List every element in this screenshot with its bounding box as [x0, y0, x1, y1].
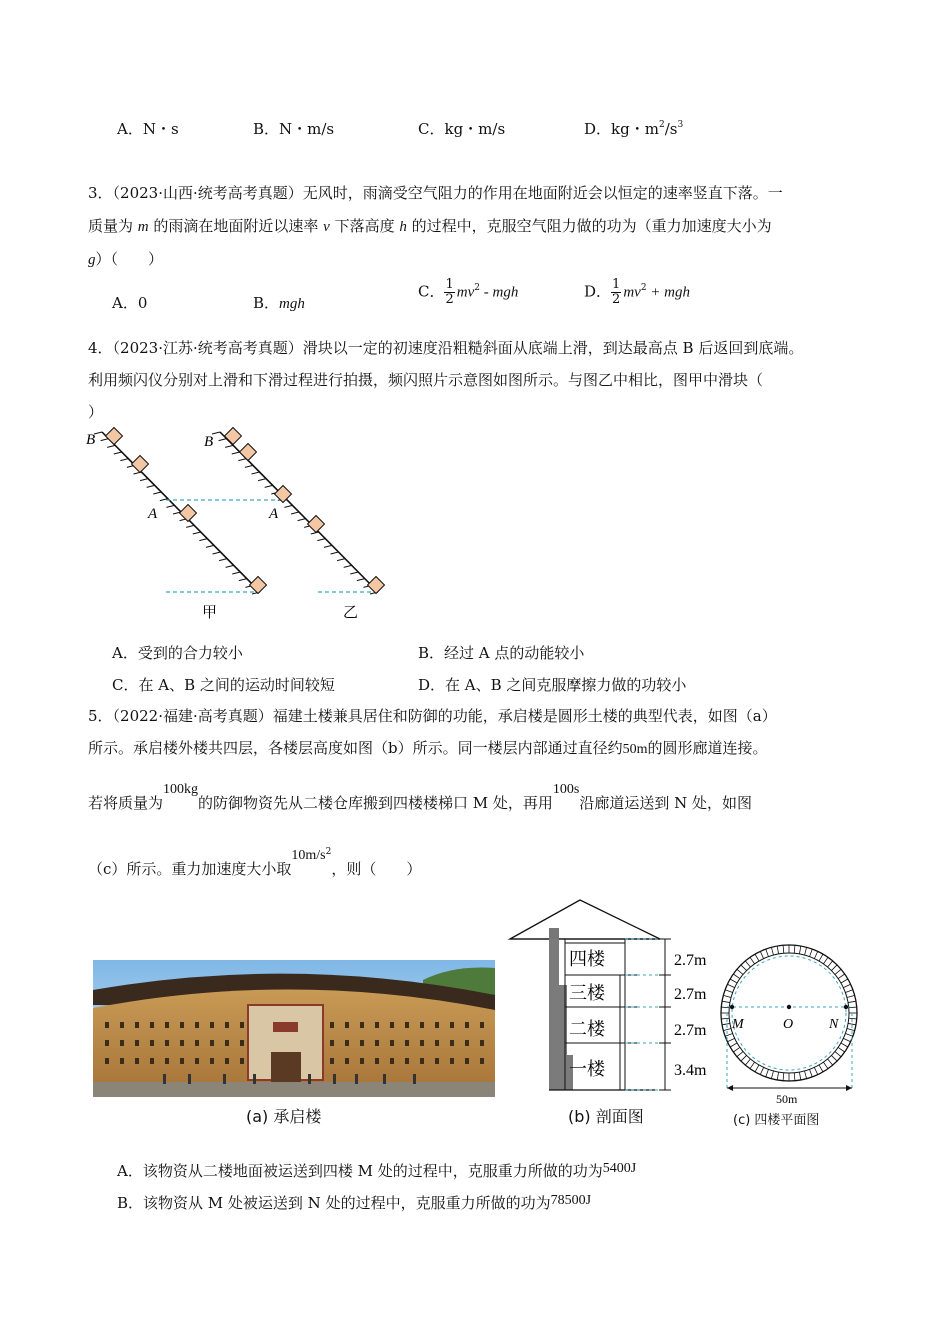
q4-label-b-left: B	[86, 432, 96, 448]
q5-tulou-photo	[93, 960, 495, 1097]
plan-label-n: N	[829, 1017, 839, 1032]
section-floor-4: 四楼	[569, 949, 605, 969]
q3-stem-line2: 质量为 m 的雨滴在地面附近以速率 v 下落高度 h 的过程中，克服空气阻力做的功为（重力加速度大小为	[88, 217, 772, 235]
q3-option-a: A．0	[112, 294, 148, 312]
section-floor-2: 二楼	[569, 1019, 605, 1039]
section-height-4: 2.7m	[674, 952, 707, 969]
q5-caption-a: (a) 承启楼	[246, 1107, 322, 1126]
section-height-1: 3.4m	[674, 1062, 707, 1079]
q5-section-diagram	[505, 895, 720, 1095]
q4-label-yi: 乙	[343, 605, 359, 621]
q5-stem-line1: 5．（2022·福建·高考真题）福建土楼兼具居住和防御的功能，承启楼是圆形土楼的典型代表，如图（a）	[88, 707, 777, 725]
q5-plan-diagram	[712, 930, 867, 1110]
q5-option-b: B．该物资从 M 处被运送到 N 处的过程中，克服重力所做的功为78500J	[117, 1193, 592, 1212]
section-floor-1: 一楼	[569, 1059, 605, 1079]
q4-stem-line3: ）	[88, 403, 104, 421]
q3-stem-line1: 3．（2023·山西·统考高考真题）无风时，雨滴受空气阻力的作用在地面附近会以恒定的速率竖直下落。一	[88, 184, 783, 202]
q5-stem-line3: 若将质量为100kg的防御物资先从二楼仓库搬到四楼楼梯口 M 处，再用100s沿廊道运送到 N 处，如图	[88, 782, 753, 812]
section-height-3: 2.7m	[674, 986, 707, 1003]
q4-incline-figure	[80, 420, 400, 625]
q4-label-a-left: A	[148, 506, 158, 522]
section-floor-3: 三楼	[569, 983, 605, 1003]
q4-stem-line1: 4．（2023·江苏·统考高考真题）滑块以一定的初速度沿粗糙斜面从底端上滑，到达最高点 B 后返回到底端。	[88, 339, 804, 357]
section-height-2: 2.7m	[674, 1022, 707, 1039]
plan-label-o: O	[783, 1017, 794, 1032]
q4-option-d: D．在 A、B 之间克服摩擦力做的功较小	[418, 676, 687, 694]
q2-option-c: C．kg・m/s	[418, 120, 506, 138]
q3-option-b: B．mgh	[253, 294, 305, 312]
q4-label-b-right: B	[204, 434, 214, 450]
plan-diameter: 50m	[776, 1092, 798, 1106]
q2-option-b: B．N・m/s	[253, 120, 335, 138]
q3-stem-line3: g）（ ）	[88, 250, 164, 268]
q5-stem-line2: 所示。承启楼外楼共四层，各楼层高度如图（b）所示。同一楼层内部通过直径约50m的圆形廊道连接。	[88, 739, 768, 757]
q4-label-a-right: A	[269, 506, 279, 522]
q2-option-a: A．N・s	[117, 120, 179, 138]
q4-stem-line2: 利用频闪仪分别对上滑和下滑过程进行拍摄，频闪照片示意图如图所示。与图乙中相比，图甲中滑块（	[88, 371, 764, 389]
q3-option-c: C． $\frac{1}{2}$ $mv^2$ - mgh	[418, 277, 519, 307]
q4-option-a: A．受到的合力较小	[112, 644, 243, 662]
plan-label-m: M	[732, 1017, 744, 1032]
q4-label-jia: 甲	[202, 605, 218, 621]
q5-caption-c: (c) 四楼平面图	[733, 1113, 820, 1128]
q2-option-d: D．kg・$m^2/s^3$	[584, 120, 684, 138]
q5-caption-b: (b) 剖面图	[568, 1107, 644, 1126]
q5-stem-line4: （c）所示。重力加速度大小取$10m/s^2$，则（ ）	[88, 847, 422, 878]
q4-option-c: C．在 A、B 之间的运动时间较短	[112, 676, 335, 694]
q5-option-a: A．该物资从二楼地面被运送到四楼 M 处的过程中，克服重力所做的功为5400J	[117, 1161, 637, 1180]
q4-option-b: B．经过 A 点的动能较小	[418, 644, 585, 662]
q3-option-d: D． $\frac{1}{2}$ $mv^2$ + mgh	[584, 277, 691, 307]
